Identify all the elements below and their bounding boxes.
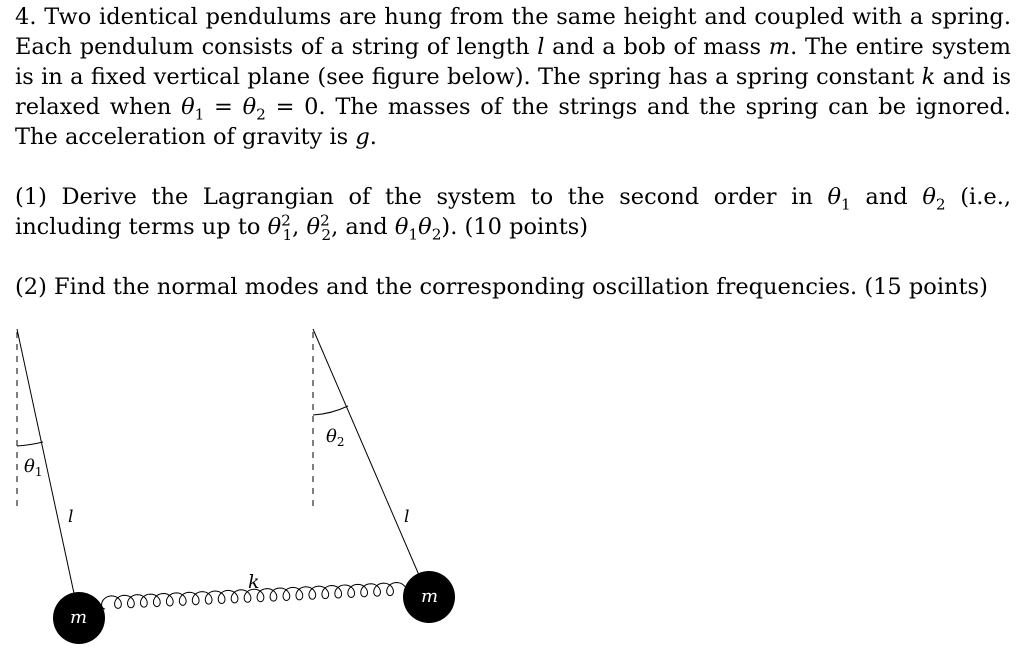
pendulum-figure [0, 318, 1024, 654]
problem-number: 4. [15, 4, 37, 30]
problem-intro: 4. Two identical pendulums are hung from the same height and coupled with a spring. Each pendulum consists of a string of length l and a bob of mass m. The entire system is in a fixed vertical plane (see figure below). The spring has a spring constant k and is relaxed when $\theta_1 = \theta_2 = 0$. The masses of the strings and the spring can be ignored. The acceleration of gravity is g. [15, 4, 1011, 150]
theta1-arc [17, 442, 43, 446]
length-label-left: l [68, 507, 74, 527]
part-1: (1) Derive the Lagrangian of the system to the second order in $\theta_1$ and $\theta_2$ (i.e., including terms up to $\theta^2_1$, $\theta^2_2$, and $\theta_1\theta_2$). (10 points) [15, 184, 1011, 244]
var-l: l [537, 34, 545, 60]
var-theta: θ [181, 94, 195, 120]
theta2-label: $\theta_2$ [326, 426, 345, 449]
theta2-arc [313, 406, 348, 415]
mass-label-left: m [70, 607, 88, 628]
right-string [313, 329, 428, 596]
problem-text [15, 2, 1011, 302]
pendulum-diagram [0, 318, 1024, 654]
var-g: g [355, 124, 370, 150]
var-k: k [921, 64, 936, 90]
length-label-right: l [404, 507, 410, 527]
part-2: (2) Find the normal modes and the corresponding oscillation frequencies. (15 points) [15, 274, 988, 300]
mass-label-right: m [421, 586, 439, 607]
theta1-label: $\theta_1$ [24, 456, 43, 479]
var-m: m [768, 34, 791, 60]
spring-label: k [248, 571, 260, 593]
var-theta: θ [242, 94, 257, 120]
